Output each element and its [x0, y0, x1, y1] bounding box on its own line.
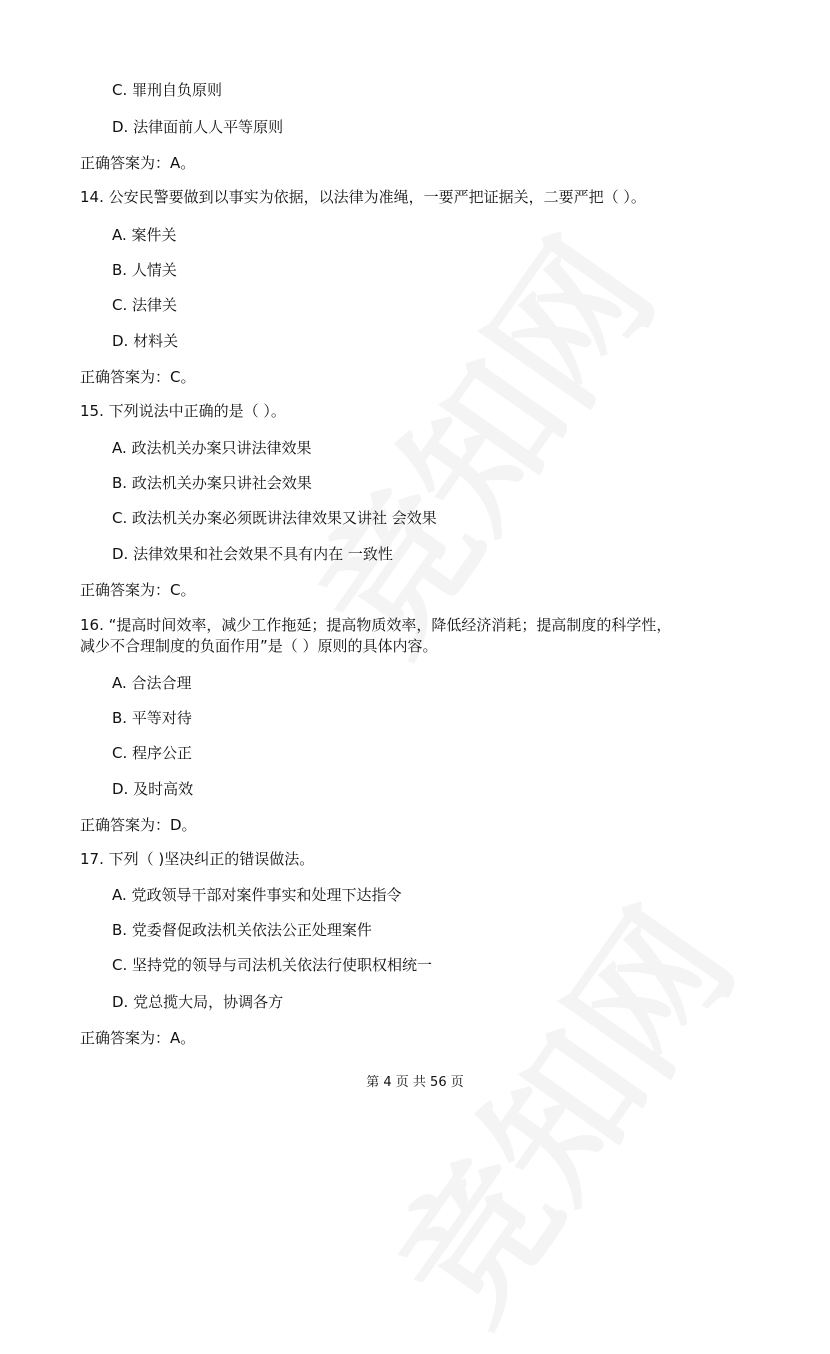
q17-option-a: A. 党政领导干部对案件事实和处理下达指令 [112, 886, 402, 904]
q16-option-a: A. 合法合理 [112, 674, 192, 692]
q17-option-b: B. 党委督促政法机关依法公正处理案件 [112, 921, 372, 939]
q13-option-d: D. 法律面前人人平等原则 [112, 118, 284, 136]
q16-question-line1: 16. “提高时间效率，减少工作拖延；提高物质效率，降低经济消耗；提高制度的科学性， [80, 616, 672, 634]
q16-answer: 正确答案为：D。 [80, 816, 197, 834]
q14-option-b: B. 人情关 [112, 261, 177, 279]
q16-option-d: D. 及时高效 [112, 780, 194, 798]
q16-option-c: C. 程序公正 [112, 744, 193, 762]
q14-answer: 正确答案为：C。 [80, 368, 196, 386]
q17-option-d: D. 党总揽大局，协调各方 [112, 993, 284, 1011]
watermark [257, 192, 692, 685]
watermark [337, 862, 772, 1354]
q15-option-b: B. 政法机关办案只讲社会效果 [112, 474, 312, 492]
q15-option-c: C. 政法机关办案必须既讲法律效果又讲社 会效果 [112, 509, 437, 527]
page-number: 第 4 页 共 56 页 [366, 1075, 464, 1090]
q14-option-a: A. 案件关 [112, 226, 177, 244]
q17-option-c: C. 坚持党的领导与司法机关依法行使职权相统一 [112, 956, 433, 974]
q15-question: 15. 下列说法中正确的是（ ）。 [80, 402, 286, 420]
q14-option-c: C. 法律关 [112, 296, 178, 314]
q14-question: 14. 公安民警要做到以事实为依据，以法律为准绳，一要严把证据关，二要严把（ ）。 [80, 188, 646, 206]
q13-option-c: C. 罪刑自负原则 [112, 81, 223, 99]
q17-answer: 正确答案为：A。 [80, 1029, 196, 1047]
q16-option-b: B. 平等对待 [112, 709, 192, 727]
q15-answer: 正确答案为：C。 [80, 581, 196, 599]
q15-option-d: D. 法律效果和社会效果不具有内在 一致性 [112, 545, 393, 563]
q17-question: 17. 下列（ )坚决纠正的错误做法。 [80, 850, 315, 868]
q14-option-d: D. 材料关 [112, 332, 179, 350]
q13-answer: 正确答案为：A。 [80, 154, 196, 172]
q16-question-line2: 减少不合理制度的负面作用”是（ ）原则的具体内容。 [80, 637, 438, 655]
q15-option-a: A. 政法机关办案只讲法律效果 [112, 439, 312, 457]
